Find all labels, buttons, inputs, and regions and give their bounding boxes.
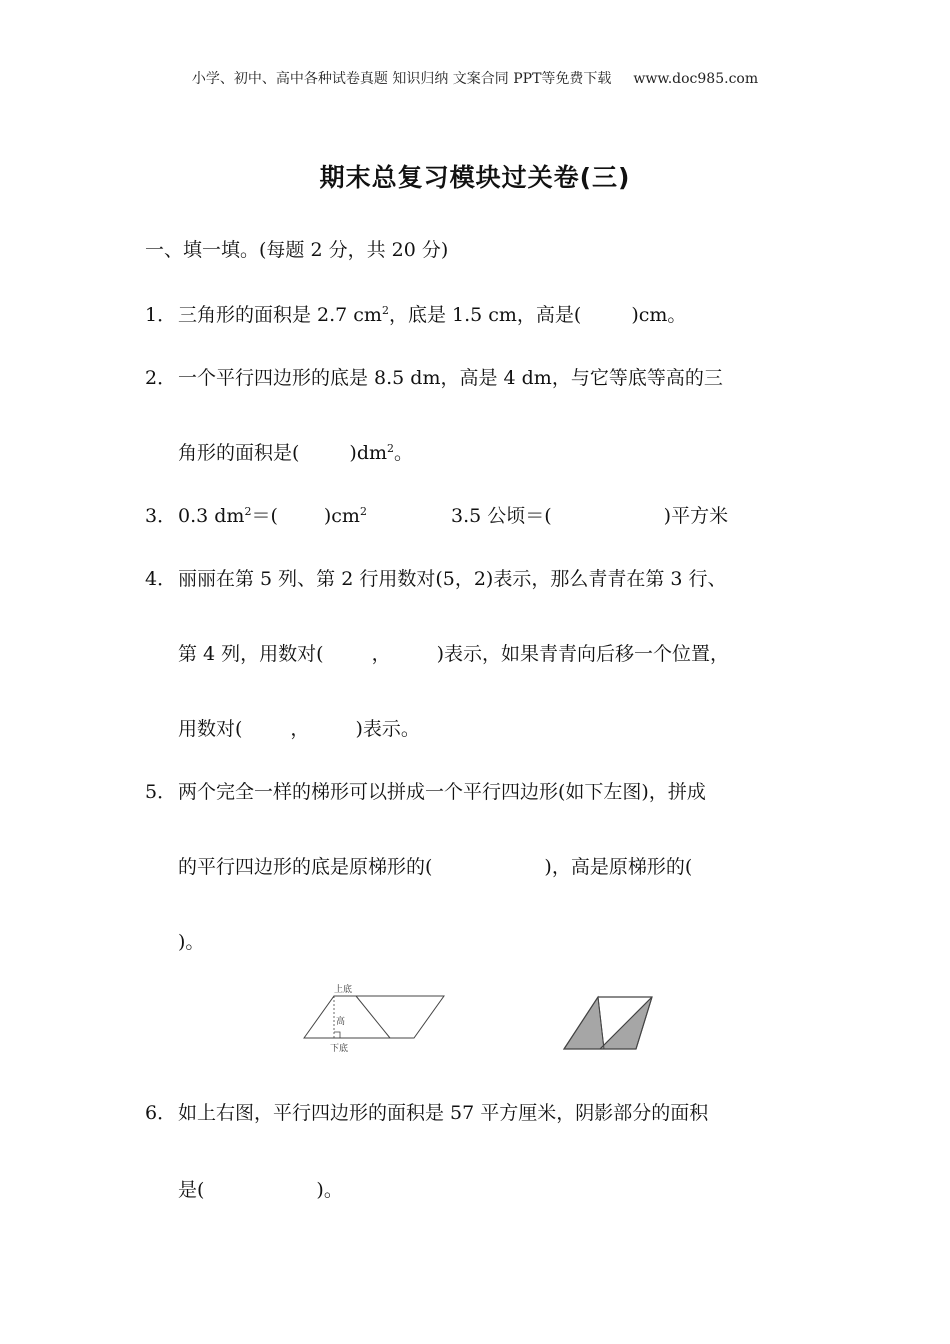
question-3-part-b: 3.5 公顷＝( )平方米	[451, 505, 729, 527]
question-4-line-2: 第 4 列，用数对( ， )表示，如果青青向后移一个位置，	[178, 643, 730, 665]
q1-number: 1．	[145, 304, 177, 326]
label-top-base: 上底	[334, 985, 353, 995]
q2-number: 2．	[145, 367, 177, 389]
question-2: 2． 一个平行四边形的底是 8.5 dm，高是 4 dm，与它等底等高的三	[145, 367, 723, 389]
shaded-triangle-left	[564, 997, 604, 1049]
question-4: 4． 丽丽在第 5 列、第 2 行用数对(5，2)表示，那么青青在第 3 行、	[145, 568, 727, 590]
question-5-line-3: )。	[178, 931, 205, 953]
question-5-line-2: 的平行四边形的底是原梯形的( )，高是原梯形的(	[178, 856, 693, 878]
header-site: www.doc985.com	[633, 71, 759, 87]
q3-number: 3．	[145, 505, 177, 527]
label-bottom-base: 下底	[330, 1044, 349, 1054]
q4-number: 4．	[145, 568, 177, 590]
q5-number: 5．	[145, 781, 177, 803]
question-2-line-2: 角形的面积是( )$dm^2$。	[178, 442, 414, 464]
parallelogram-outline	[304, 996, 444, 1038]
dividing-line	[356, 996, 390, 1038]
trapezoid-parallelogram-figure	[298, 980, 450, 1060]
question-5: 5． 两个完全一样的梯形可以拼成一个平行四边形(如下左图)，拼成	[145, 781, 706, 803]
question-6: 6． 如上右图，平行四边形的面积是 57 平方厘米，阴影部分的面积	[145, 1102, 709, 1124]
shaded-parallelogram-figure	[560, 992, 658, 1054]
question-1: 1． 三角形的面积是 2.7 $cm^2$，底是 1.5 cm，高是( )cm。	[145, 304, 687, 326]
q6-number: 6．	[145, 1102, 177, 1124]
right-angle-mark	[334, 1032, 340, 1038]
section-heading: 一、填一填。(每题 2 分，共 20 分)	[145, 239, 449, 261]
question-6-line-2: 是( )。	[178, 1179, 343, 1201]
page-title: 期末总复习模块过关卷(三)	[319, 163, 631, 192]
page-header	[0, 68, 950, 88]
question-3: 3． 0.3 $dm^2=$( )$cm^2$	[145, 505, 367, 527]
question-4-line-3: 用数对( ， )表示。	[178, 718, 420, 740]
header-text: 小学、初中、高中各种试卷真题 知识归纳 文案合同 PPT等免费下载	[191, 71, 612, 87]
label-height: 高	[336, 1017, 346, 1027]
